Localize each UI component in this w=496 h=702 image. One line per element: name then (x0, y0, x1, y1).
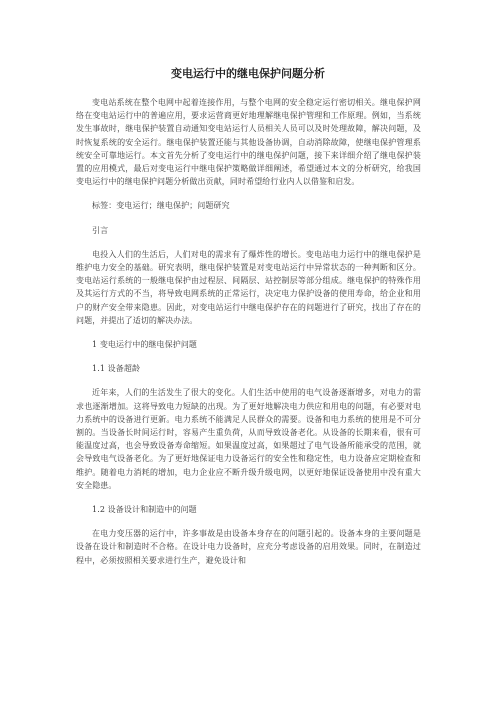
abstract-paragraph: 变电站系统在整个电网中起着连接作用，与整个电网的安全稳定运行密切相关。继电保护网络在变电站运行中的普遍应用，要求运营商更好地理解继电保护管理和工作原理。例如，当系统发生事故时，继电保护装置自动通知变电站运行人员相关人员可以及时处理故障，解决问题，及时恢复系统的安全运行。继电保护装置还能与其他设备协调，自动消除故障，使继电保护管理系统安全可靠地运行。本文首先分析了变电运行中的继电保护问题，接下来详细介绍了继电保护装置的应用模式，最后对变电运行中继电保护策略做详细阐述，希望通过本文的分析研究，给我国变电运行中的继电保护问题分析做出贡献，同时希望给行业内人以借鉴和启发。 (76, 98, 421, 187)
document-body (76, 96, 421, 578)
intro-paragraph: 电投入人们的生活后，人们对电的需求有了爆炸性的增长。变电站电力运行中的继电保护是维护电力安全的基础。研究表明，继电保护装置是对变电站运行中异常状态的一种判断和区分。变电站运行系统的一般继电保护由过程层、间隔层、站控制层等部分组成。继电保护的特殊作用及其运行方式的不当，将导致电网系统的正常运行，决定电力保护设备的使用寿命，给企业和用户的财产安全带来隐患。因此，对变电站运行中继电保护存在的问题进行了研究，找出了存在的问题，并提出了适切的解决办法。 (76, 249, 421, 325)
intro-heading: 引言 (92, 225, 109, 235)
section-1-1-paragraph: 近年来，人们的生活发生了很大的变化。人们生活中使用的电气设备逐渐增多，对电力的需求也逐渐增加。这将导致电力短缺的出现。为了更好地解决电力供应和用电的问题，有必要对电力系统中的设备进行更新。电力系统不能满足人民群众的需要。设备和电力系统的使用是不可分割的。当设备长时间运行时，容易产生重负荷，从而导致设备老化。从设备的长期来看，很有可能温度过高，也会导致设备寿命缩短。如果温度过高，如果超过了电气设备所能承受的范围，就会导致电气设备老化。为了更好地保证电力设备运行的安全性和稳定性，电力设备应定期检查和维护。随着电力消耗的增加，电力企业应不断升级升级电网，以更好地保证设备使用中没有重大安全隐患。 (76, 388, 421, 490)
section-1-2-heading: 1.2 设备设计和制造中的问题 (92, 505, 197, 515)
keywords-line: 标签：变电运行；继电保护；问题研究 (92, 201, 230, 211)
document-title: 变电运行中的继电保护问题分析 (171, 67, 325, 80)
section-1-1-heading: 1.1 设备超龄 (92, 364, 141, 374)
section-1-2-paragraph: 在电力变压器的运行中，许多事故是由设备本身存在的问题引起的。设备本身的主要问题是设备在设计和制造时不合格。在设计电力设备时，应充分考虑设备的启用效果。同时，在制造过程中，必须按照相关要求进行生产，避免设计和 (76, 529, 421, 565)
section-1-heading: 1 变电运行中的继电保护问题 (92, 340, 198, 350)
